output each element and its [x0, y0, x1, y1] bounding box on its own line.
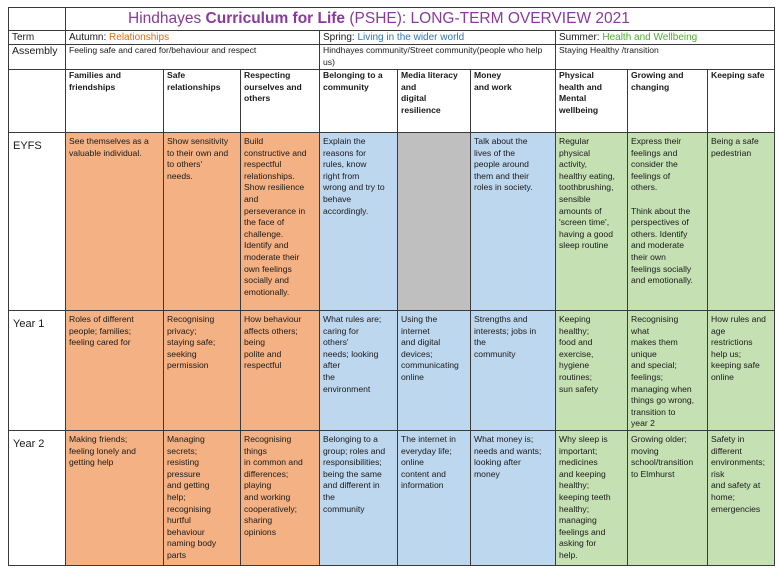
table-cell: [708, 311, 775, 431]
column-header-media-literacy: Media literacy and digital resilience: [398, 70, 471, 133]
column-header-keeping-safe: Keeping safe: [708, 70, 775, 133]
table-cell: [628, 311, 708, 431]
table-cell-empty: [398, 133, 471, 311]
cell-text: Keeping healthy; food and exercise, hygiene routines; sun safety: [559, 314, 599, 394]
cell-text: Explain the reasons for rules, know right from wrong and try to behave accordingly.: [323, 136, 385, 216]
term-summer-theme: Health and Wellbeing: [602, 32, 698, 43]
term-autumn: [66, 31, 320, 45]
table-cell: [66, 311, 164, 431]
cell-text: The internet in everyday life; online content and information: [401, 433, 456, 491]
table-cell: [556, 430, 628, 565]
table-cell: [164, 430, 241, 565]
title-suffix: (PSHE): LONG-TERM OVERVIEW 2021: [345, 10, 630, 27]
assembly-autumn: Feeling safe and cared for/behaviour and respect: [66, 45, 320, 70]
table-cell: [164, 311, 241, 431]
cell-text: How rules and age restrictions help us; keeping safe online: [711, 314, 766, 382]
table-cell: [628, 430, 708, 565]
term-spring-theme: Living in the wider world: [357, 32, 465, 43]
cell-text: Express their feelings and consider the feelings of others. Think about the perspectives of others. Identify and moderate their own feelings socially and emotionally.: [631, 136, 693, 286]
term-summer-prefix: Summer:: [559, 32, 603, 43]
table-cell: [241, 133, 320, 311]
cell-text: Belonging to a group; roles and responsibilities; being the same and different in the community: [323, 433, 386, 514]
header-blank-cell: [9, 70, 66, 133]
table-cell: [708, 430, 775, 565]
column-header-row: [9, 70, 775, 133]
cell-text: Recognising privacy; staying safe; seeking permission: [167, 314, 216, 371]
table-cell: [471, 430, 556, 565]
table-cell: [628, 133, 708, 311]
term-autumn-theme: Relationships: [109, 32, 170, 43]
cell-text: Strengths and interests; jobs in the community: [474, 314, 537, 359]
term-row: [9, 31, 775, 45]
long-term-overview-table: [8, 7, 775, 566]
term-autumn-prefix: Autumn:: [69, 32, 110, 43]
table-cell: [471, 311, 556, 431]
cell-text: Safety in different environments; risk and safety at home; emergencies: [711, 433, 765, 514]
term-spring-prefix: Spring:: [323, 32, 358, 43]
cell-text: What money is; needs and wants; looking after money: [474, 433, 542, 479]
table-row-year-2: [9, 430, 775, 565]
column-header-respecting-ourselves: Respecting ourselves and others: [241, 70, 320, 133]
cell-text: Using the internet and digital devices; communicating online: [401, 314, 459, 382]
term-summer: [556, 31, 775, 45]
title-bold: Curriculum for Life: [205, 10, 346, 27]
row-label-year-2: Year 2: [9, 430, 66, 565]
term-spring: [320, 31, 556, 45]
column-header-growing-changing: Growing and changing: [628, 70, 708, 133]
cell-text: How behaviour affects others; being polite and respectful: [244, 314, 302, 371]
term-label: Term: [9, 31, 66, 45]
table-row-year-1: [9, 311, 775, 431]
column-header-belonging-community: Belonging to a community: [320, 70, 398, 133]
cell-text: What rules are; caring for others' needs; looking after the environment: [323, 314, 382, 394]
assembly-spring: Hindhayes community/Street community(people who help us): [320, 45, 556, 70]
table-cell: [241, 430, 320, 565]
cell-text: Regular physical activity, healthy eating, toothbrushing, sensible amounts of 'screen time', having a good sleep routine: [559, 136, 615, 251]
table-cell: [556, 311, 628, 431]
cell-text: Show sensitivity to their own and to others' needs.: [167, 136, 229, 181]
row-label-eyfs: EYFS: [9, 133, 66, 311]
table-cell: [708, 133, 775, 311]
cell-text: Build constructive and respectful relationships. Show resilience and perseverance in the face of challenge. Identify and moderate their own feelings socially and emotionally.: [244, 136, 307, 297]
cell-text: Making friends; feeling lonely and getting help: [69, 433, 136, 468]
table-cell: [66, 133, 164, 311]
table-cell: [398, 311, 471, 431]
page-title: [66, 8, 775, 31]
cell-text: Recognising what makes them unique and special; feelings; managing when things go wrong, transition to year 2: [631, 314, 695, 429]
assembly-summer: Staying Healthy /transition: [556, 45, 775, 70]
column-header-families-friendships: Families and friendships: [66, 70, 164, 133]
column-header-physical-health: Physical health and Mental wellbeing: [556, 70, 628, 133]
title-row: [9, 8, 775, 31]
table-cell: [164, 133, 241, 311]
cell-text: Growing older; moving school/transition to Elmhurst: [631, 433, 694, 479]
table-cell: [320, 430, 398, 565]
row-label-year-1: Year 1: [9, 311, 66, 431]
table-cell: [241, 311, 320, 431]
cell-text: Being a safe pedestrian: [711, 136, 759, 158]
cell-text: [401, 133, 467, 136]
column-header-money-work: Money and work: [471, 70, 556, 133]
table-row-eyfs: [9, 133, 775, 311]
column-header-safe-relationships: Safe relationships: [164, 70, 241, 133]
cell-text: Managing secrets; resisting pressure and getting help; recognising hurtful behaviour naming body parts: [167, 433, 217, 560]
table-cell: [556, 133, 628, 311]
assembly-row: [9, 45, 775, 70]
cell-text: Recognising things in common and differences; playing and working cooperatively; sharing opinions: [244, 433, 303, 537]
cell-text: Why sleep is important; medicines and keeping healthy; keeping teeth healthy; managing feelings and asking for help.: [559, 433, 611, 560]
title-prefix: Hindhayes: [128, 10, 206, 27]
cell-text: Roles of different people; families; feeling cared for: [69, 314, 134, 348]
table-cell: [320, 311, 398, 431]
cell-text: Talk about the lives of the people around them and their roles in society.: [474, 136, 533, 193]
cell-text: See themselves as a valuable individual.: [69, 136, 149, 158]
assembly-label: Assembly: [9, 45, 66, 70]
table-cell: [398, 430, 471, 565]
title-blank-cell: [9, 8, 66, 31]
table-cell: [320, 133, 398, 311]
table-cell: [471, 133, 556, 311]
table-cell: [66, 430, 164, 565]
